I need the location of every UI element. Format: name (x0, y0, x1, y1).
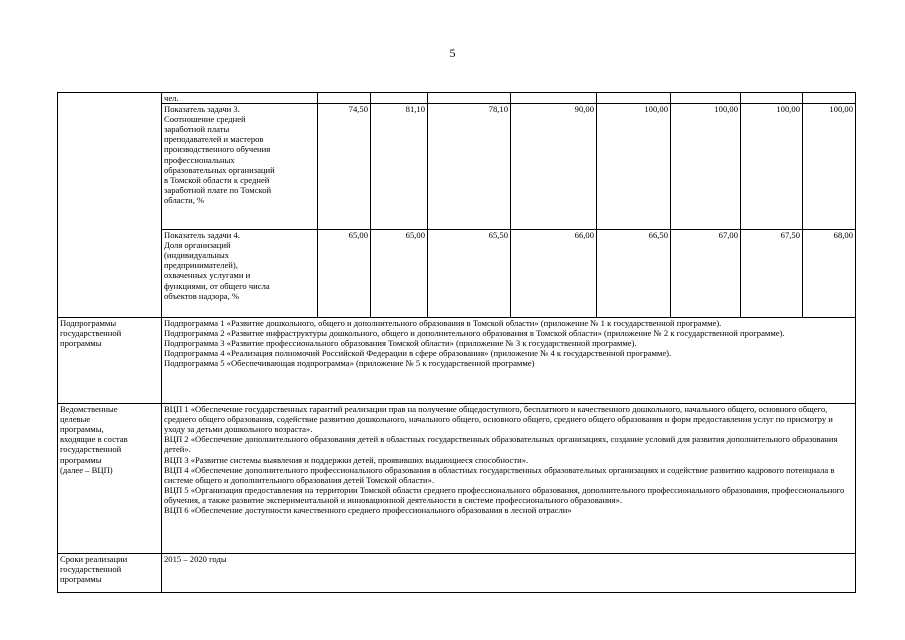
value-cell: 100,00 (597, 104, 671, 230)
value-cell: 65,50 (428, 230, 511, 318)
list-item: Подпрограмма 5 «Обеспечивающая подпрограмма» (приложение № 5 к государственной программе) (164, 358, 535, 369)
value-cell: 65,00 (371, 230, 428, 318)
value-cell: 66,50 (597, 230, 671, 318)
table-row (58, 318, 856, 404)
value-cell: 67,00 (671, 230, 741, 318)
value-cell: 100,00 (803, 104, 856, 230)
list-item: ВЦП 3 «Развитие системы выявления и поддержки детей, проявивших выдающиеся способности». (164, 454, 529, 465)
list-item: Подпрограмма 1 «Развитие дошкольного, общего и дополнительного образования в Томской области» (приложение № 1 к государственной программе). (164, 318, 722, 329)
value-cell: 74,50 (318, 104, 371, 230)
indicator-unit-cell: чел. (162, 93, 318, 104)
list-item: Подпрограмма 3 «Развитие профессионального образования Томской области» (приложение № 3 к государственной программе). (164, 338, 637, 349)
list-item: Подпрограмма 2 «Развитие инфраструктуры дошкольного, общего и дополнительного образования в Томской области» (приложение № 2 к государственной программе). (164, 328, 785, 339)
page-number: 5 (449, 46, 456, 60)
value-cell: 68,00 (803, 230, 856, 318)
vcp-label: Ведомственные целевые программы, входящие в состав государственной программы (далее – ВЦП) (58, 404, 162, 554)
list-item: ВЦП 6 «Обеспечение доступности качественного среднего профессионального образования в лесной отрасли» (164, 505, 572, 516)
table-row (58, 230, 856, 318)
terms-label: Сроки реализации государственной программы (58, 554, 162, 593)
value-cell: 78,10 (428, 104, 511, 230)
value-cell: 67,50 (741, 230, 803, 318)
list-item: ВЦП 5 «Организация предоставления на территории Томской области среднего профессионального образования, дополнительного профессионального образования, профессионального обучения, а также развитие экспериментальной и инновационной деятельности в системе профессионального образования». (164, 484, 845, 505)
list-item: ВЦП 1 «Обеспечение государственных гарантий реализации прав на получение общедоступного, бесплатного и качественного дошкольного, начального общего, основного общего, среднего общего образования, содействие развитию дошкольного, начального общего, основного общего, среднего общего образования и форм предоставления услуг по присмотру и уходу за детьми дошкольного возраста». (164, 404, 833, 435)
table-row (58, 554, 856, 593)
passport-table (57, 92, 856, 593)
vcp-list (162, 404, 856, 554)
table-row (58, 404, 856, 554)
list-item: Подпрограмма 4 «Реализация полномочий Российской Федерации в сфере образования» (приложение № 4 к государственной программе). (164, 348, 672, 359)
value-cell: 90,00 (511, 104, 597, 230)
terms-value: 2015 – 2020 годы (162, 554, 856, 593)
value-cell: 66,00 (511, 230, 597, 318)
subprograms-label: Подпрограммы государственной программы (58, 318, 162, 404)
value-cell: 81,10 (371, 104, 428, 230)
table-row (58, 104, 856, 230)
list-item: ВЦП 4 «Обеспечение дополнительного профессионального образования в областных государственных образовательных организациях и содействие развитию кадрового потенциала в системе общего и дополнительного образования детей Томской области». (164, 464, 835, 485)
table-row (58, 93, 856, 104)
empty-label-cell (58, 93, 162, 318)
subprograms-list (162, 318, 856, 404)
list-item: ВЦП 2 «Обеспечение дополнительного образования детей в областных государственных образовательных организациях, создание условий для развития дополнительного образования детей». (164, 434, 838, 455)
value-cell: 65,00 (318, 230, 371, 318)
value-cell: 100,00 (741, 104, 803, 230)
indicator-name-cell: Показатель задачи 3. Соотношение средней заработной платы преподавателей и мастеров производственного обучения профессиональных образовательных организаций в Томской области к средней заработной плате по Томской области, % (162, 104, 318, 230)
indicator-name-cell: Показатель задачи 4. Доля организаций (индивидуальных предпринимателей), охваченных услугами и функциями, от общего числа объектов надзора, % (162, 230, 318, 318)
value-cell: 100,00 (671, 104, 741, 230)
